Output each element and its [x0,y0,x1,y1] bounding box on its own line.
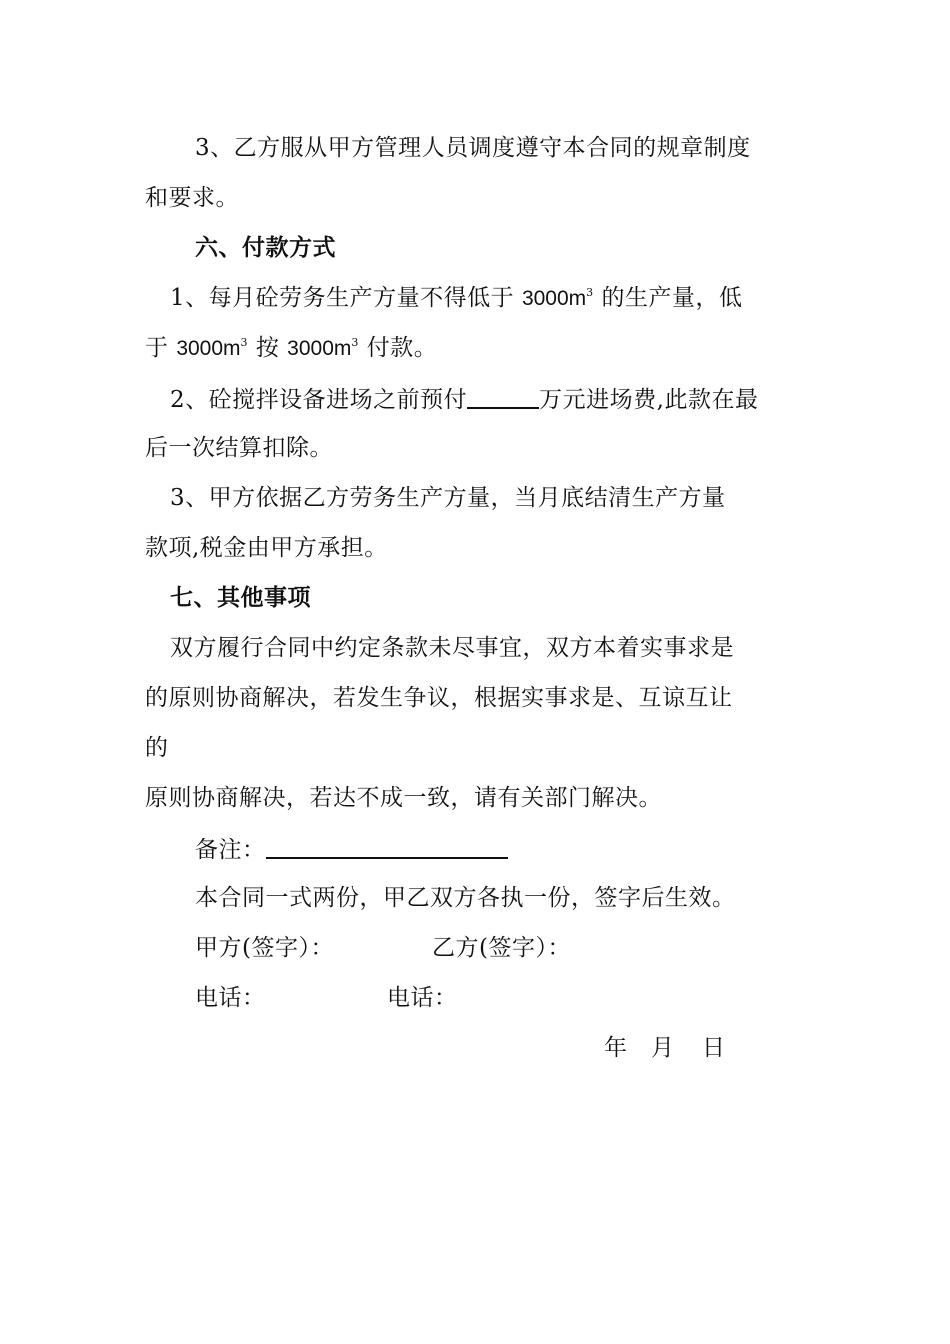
party-a-sign: 甲方(签字）： [195,935,334,961]
item1-sup: 3 [586,286,594,299]
section7-para-line1: 双方履行合同中约定条款未尽事宜，双方本着实事求是 [170,635,734,661]
section5-item3-line2: 和要求。 [145,185,239,211]
section6-heading: 六、付款方式 [195,235,336,261]
item1-line2-sup2: 3 [351,336,359,349]
date-month: 月 [651,1035,675,1061]
remark-blank [266,833,508,859]
date-year: 年 [604,1035,628,1061]
section7-heading: 七、其他事项 [170,585,311,611]
section6-item2-line2: 后一次结算扣除。 [145,435,333,461]
section7-para-line2: 的原则协商解决，若发生争议，根据实事求是、互谅互让 [145,685,733,711]
item1-prefix: 1、每月砼劳务生产方量不得低于 [170,285,515,311]
section7-para-line3: 的 [145,735,169,761]
remark-label: 备注： [195,837,266,863]
copies-note: 本合同一式两份，甲乙双方各执一份，签字后生效。 [195,885,736,911]
remark-line [195,833,508,865]
item2-prefix: 2、砼搅拌设备进场之前预付 [170,387,468,413]
prepay-amount-blank [467,383,539,409]
section6-item1-line1 [170,283,742,314]
item1-line2-mid: 按 [255,335,280,361]
date-day: 日 [702,1035,726,1061]
section5-item3-line1: 3、乙方服从甲方管理人员调度遵守本合同的规章制度 [195,135,751,161]
item2-suffix: 万元进场费,此款在最 [539,387,759,413]
item1-qty: 3000m [521,287,587,310]
section6-item1-line2 [145,333,437,364]
item1-line2-suffix: 付款。 [366,335,438,361]
item1-line2-qty2: 3000m [287,337,352,360]
item1-line2-prefix: 于 [145,335,169,361]
item1-line2-sup1: 3 [240,336,249,349]
section6-item2-line1 [170,383,758,415]
section7-para-line4: 原则协商解决，若达不成一致，请有关部门解决。 [145,785,662,811]
phone-a: 电话： [195,985,266,1011]
section6-item3-line1: 3、甲方依据乙方劳务生产方量，当月底结清生产方量 [170,485,726,511]
item1-suffix: 的生产量，低 [601,285,743,311]
phone-b: 电话： [387,985,458,1011]
party-b-sign: 乙方(签字）： [432,935,571,961]
section6-item3-line2: 款项,税金由甲方承担。 [145,535,388,561]
item1-line2-qty1: 3000m [176,337,241,360]
